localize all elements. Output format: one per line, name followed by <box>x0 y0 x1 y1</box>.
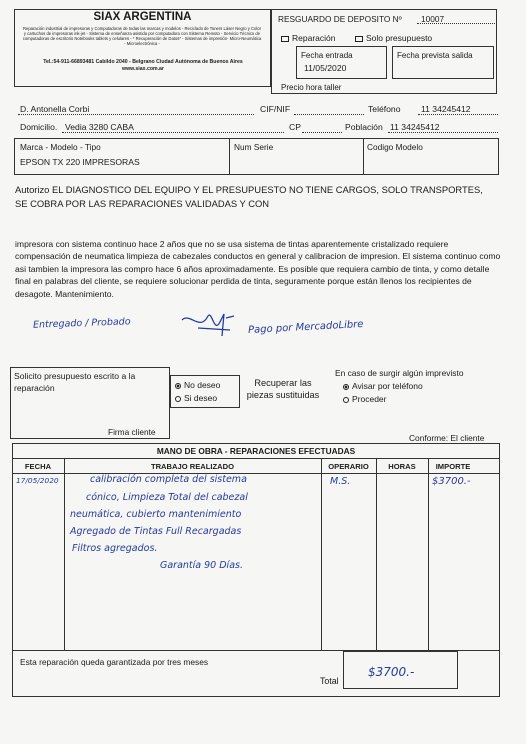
town-line <box>388 132 498 133</box>
company-description: Reparación industrial de impresoras y Computadoras de todas las marcas y modelos - Reciclado de Toners Láser Negro y Color y cartuchos de impresoras ink-jet - Sistema de enseñanza asistida por computadora con Sistema Remoto - Servicio Técnico de computadoras de escritorio Notebooks tablets y celulares - * Recuperación de Datos* - Sistemas de impresión- Micro-Neumática - Microelectrónica - <box>22 26 262 46</box>
receipt-number: 10007 <box>421 14 445 24</box>
notify-label: Avisar por teléfono <box>352 381 423 391</box>
client-name[interactable]: D. Antonella Corbi <box>20 104 90 114</box>
device-divider-2 <box>363 138 364 175</box>
no-label: No deseo <box>184 380 221 390</box>
company-web: www.siax.com.ar <box>122 66 164 72</box>
yes-label: Si deseo <box>184 393 218 403</box>
handwritten-signature <box>178 308 240 340</box>
receipt-number-line <box>417 23 495 24</box>
town-value[interactable]: 11 34245412 <box>390 122 440 132</box>
total-amount: $3700.- <box>368 665 415 679</box>
unforeseen-label: En caso de surgir algún imprevisto <box>335 368 464 378</box>
no-radio[interactable] <box>175 383 181 389</box>
option-quote-only[interactable] <box>355 33 432 43</box>
option-yes[interactable] <box>175 393 217 403</box>
authorization-text: Autorizo EL DIAGNOSTICO DEL EQUIPO Y EL PRESUPUESTO NO TIENE CARGOS, SOLO TRANSPORTES, SE COBRA POR LAS REPARACIONES VALIDADAS Y CON <box>15 184 483 209</box>
client-name-line <box>18 114 254 115</box>
date-in-value[interactable]: 11/05/2020 <box>304 63 347 73</box>
col-amount: IMPORTE <box>435 462 471 471</box>
col-divider-work <box>321 458 322 650</box>
cif-label: CIF/NIF <box>260 104 291 114</box>
labor-header-divider <box>12 473 500 474</box>
col-divider-date <box>64 458 65 650</box>
notify-radio[interactable] <box>343 384 349 390</box>
workshop-hour-price-label: Precio hora taller <box>281 83 342 92</box>
repair-label: Reparación <box>292 33 336 43</box>
phone-label: Teléfono <box>368 104 401 114</box>
device-divider-1 <box>229 138 230 175</box>
quote-request-label: Solicito presupuesto escrito a la reparación <box>14 371 136 393</box>
handwritten-payment-note: Pago por MercadoLibre <box>247 318 364 337</box>
phone-value[interactable]: 11 34245412 <box>421 104 471 114</box>
labor-title: MANO DE OBRA - REPARACIONES EFECTUADAS <box>156 446 356 456</box>
address-line <box>62 132 284 133</box>
option-notify-phone[interactable] <box>343 381 423 391</box>
labor-title-divider <box>12 458 500 459</box>
warranty-text: Esta reparación queda garantizada por tres meses <box>20 657 209 667</box>
address-label: Domicilio. <box>20 122 58 132</box>
date-in-label: Fecha entrada <box>301 51 353 60</box>
phone-line <box>418 114 498 115</box>
recover-parts-label: Recuperar las piezas sustituidas <box>246 378 320 400</box>
labor-amount: $3700.- <box>432 476 471 487</box>
option-no[interactable] <box>175 380 220 390</box>
col-operator: OPERARIO <box>328 462 369 471</box>
labor-line-6: Garantía 90 Días. <box>160 560 243 571</box>
quote-only-checkbox[interactable] <box>355 36 363 42</box>
labor-line-4: Agregado de Tintas Full Recargadas <box>70 526 242 537</box>
col-date: FECHA <box>24 462 52 471</box>
serial-label: Num Serie <box>234 142 274 152</box>
option-repair[interactable] <box>281 33 335 43</box>
labor-date: 17/05/2020 <box>16 476 59 485</box>
cp-line <box>302 132 342 133</box>
town-label: Población <box>345 122 383 132</box>
company-name: SIAX ARGENTINA <box>93 11 192 23</box>
col-work: TRABAJO REALIZADO <box>150 462 235 471</box>
labor-line-5: Filtros agregados. <box>72 543 158 554</box>
cif-line <box>294 114 364 115</box>
col-divider-hours <box>428 458 429 650</box>
company-contact: Tel.:54-911-66893481 Cabildo 2040 - Belgrano Ciudad Autónoma de Buenos Aires <box>43 59 243 65</box>
client-conformity-label: Conforme: El cliente <box>409 433 485 443</box>
labor-operator: M.S. <box>330 476 351 487</box>
date-out-label: Fecha prevista salida <box>397 51 473 60</box>
quote-only-label: Solo presupuesto <box>366 33 433 43</box>
col-hours: HORAS <box>388 462 416 471</box>
yes-radio[interactable] <box>175 396 181 402</box>
proceed-radio[interactable] <box>343 397 349 403</box>
labor-line-2: cónico, Limpieza Total del cabezal <box>86 492 248 503</box>
labor-line-3: neumática, cubierto mantenimiento <box>70 509 242 520</box>
cp-label: CP <box>289 122 301 132</box>
total-label: Total <box>320 676 339 686</box>
labor-line-1: calibración completa del sistema <box>90 474 247 485</box>
receipt-title: RESGUARDO DE DEPOSITO Nº <box>278 14 402 24</box>
brand-label: Marca - Modelo - Tipo <box>20 142 101 152</box>
col-divider-operator <box>376 458 377 650</box>
model-code-label: Codigo Modelo <box>367 142 423 152</box>
problem-description: impresora con sistema continuo hace 2 años que no se usa sistema de tintas aparentemente cristalizado requiere compensación de neumatica limpieza de cabezales conductos en general y calibracion de impresion. El sistema continuo como asi tambien la impresora las compro hace 6 años aproximadamente. Es posible que requiera cambio de tinta, y como detalle final en palabras del cliente, se requiere solucionar perdida de tinta, seguramente porque están llenos los recipientes de desagote. Mantenimiento. <box>15 239 501 299</box>
repair-checkbox[interactable] <box>281 36 289 42</box>
proceed-label: Proceder <box>352 394 387 404</box>
handwritten-delivery-note: Entregado / Probado <box>32 316 131 331</box>
client-signature-label: Firma cliente <box>108 427 156 437</box>
address-value[interactable]: Vedia 3280 CABA <box>65 122 134 132</box>
option-proceed[interactable] <box>343 394 387 404</box>
brand-value[interactable]: EPSON TX 220 IMPRESORAS <box>20 157 140 167</box>
